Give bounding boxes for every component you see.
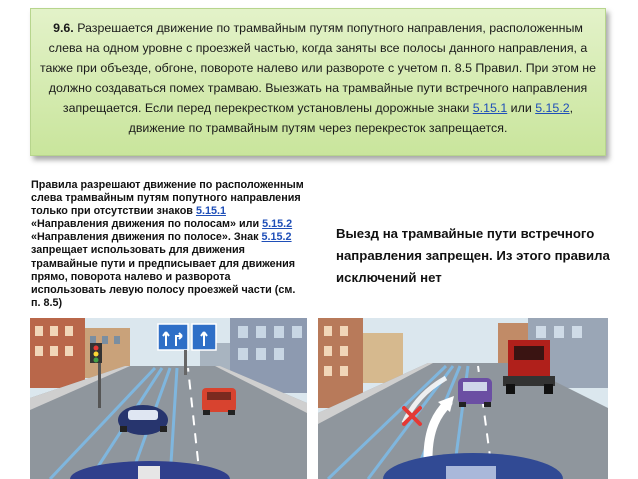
left-text-1: Правила разрешают движение по расположенным слева трамвайным путям попутного направления только при отсутствии знаков [31,179,304,218]
rule-number: 9.6. [53,21,74,35]
rule-text-3: , движение по трамвайным путям через перекресток запрещается. [128,101,574,135]
rule-text-1: Разрешается движение по трамвайным путям попутного направления, расположенным слева на одном уровне с проезжей частью, когда заняты все полосы данного направления, а также при объезде, обгоне, повороте налево или развороте с учетом п. 8.5 Правил. При этом не должно создаваться помех трамваю. Выезжать на трамвайные пути встречного направления запрещается. Если перед перекрестком установлены дорожные знаки [39,21,597,115]
left-link-5-15-2-second[interactable]: 5.15.2 [261,231,292,244]
rule-9-6-box [30,8,606,156]
left-text-4: запрещает использовать для движения трамвайные пути и предписывает для движения прямо, поворота налево и разворота использовать левую полосу проезжей части (см. п. 8.5) [31,244,296,309]
left-text-2: «Направления движения по полосам» или [31,218,263,231]
left-link-5-15-1[interactable]: 5.15.1 [195,205,226,218]
sign-link-5-15-1[interactable]: 5.15.1 [472,101,508,115]
rule-text-2: или [507,101,536,115]
sign-link-5-15-2[interactable]: 5.15.2 [535,101,570,115]
left-link-5-15-2[interactable]: 5.15.2 [262,218,293,231]
left-road-illustration [30,318,307,479]
left-text-3: «Направления движения по полосе». Знак [31,231,262,244]
right-road-illustration [318,318,608,479]
left-explanation [31,179,306,310]
right-explanation: Выезд на трамвайные пути встречного направления запрещен. Из этого правила исключений нет [336,226,610,285]
